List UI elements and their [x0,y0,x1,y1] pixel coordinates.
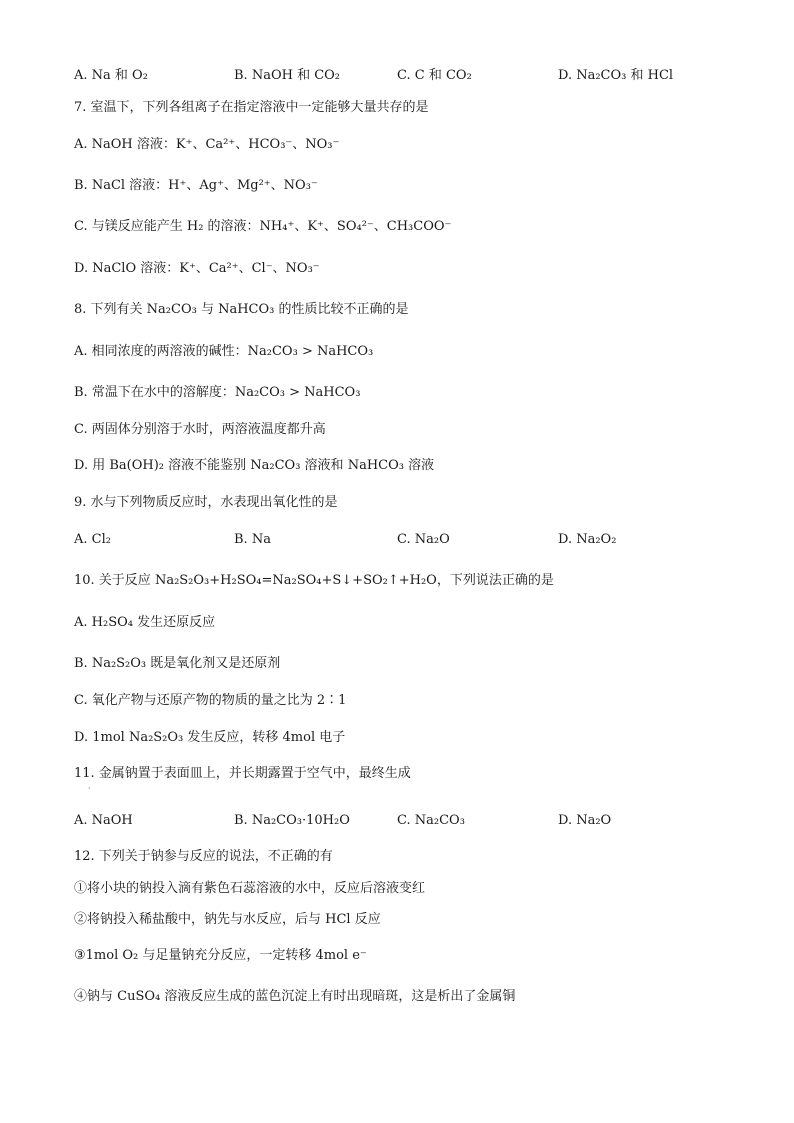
q11-options-row [74,812,734,830]
stray-mark: · [88,784,91,793]
q11-option-d: D. Na₂O [558,813,612,828]
q7-option-d: D. NaClO 溶液：K⁺、Ca²⁺、Cl⁻、NO₃⁻ [74,261,320,276]
q8-option-d: D. 用 Ba(OH)₂ 溶液不能鉴别 Na₂CO₃ 溶液和 NaHCO₃ 溶液 [74,458,435,473]
q11-option-b: B. Na₂CO₃·10H₂O [234,813,350,828]
q12-item-1: ①将小块的钠投入滴有紫色石蕊溶液的水中，反应后溶液变红 [74,881,426,896]
q7-stem: 7. 室温下，下列各组离子在指定溶液中一定能够大量共存的是 [74,100,429,115]
q10-option-b: B. Na₂S₂O₃ 既是氧化剂又是还原剂 [74,656,281,671]
q12-item-2: ②将钠投入稀盐酸中，钠先与水反应，后与 HCl 反应 [74,912,381,927]
q9-stem: 9. 水与下列物质反应时，水表现出氧化性的是 [74,495,338,510]
q12-item-4: ④钠与 CuSO₄ 溶液反应生成的蓝色沉淀上有时出现暗斑，这是析出了金属铜 [74,989,516,1004]
q8-option-c: C. 两固体分别溶于水时，两溶液温度都升高 [74,422,326,437]
q9-option-b: B. Na [234,532,271,547]
q9-options-row [74,531,734,549]
q6-option-b: B. NaOH 和 CO₂ [234,68,341,83]
q10-stem: 10. 关于反应 Na₂S₂O₃+H₂SO₄=Na₂SO₄+S↓+SO₂↑+H₂O，下列说法正确的是 [74,573,554,588]
q10-option-c: C. 氧化产物与还原产物的物质的量之比为 2∶1 [74,693,347,708]
q12-item-3: ③1mol O₂ 与足量钠充分反应，一定转移 4mol e⁻ [74,948,367,963]
q9-option-d: D. Na₂O₂ [558,532,617,547]
q9-option-c: C. Na₂O [397,532,450,547]
q11-option-c: C. Na₂CO₃ [397,813,465,828]
q6-options-row [74,67,734,85]
q7-option-b: B. NaCl 溶液：H⁺、Ag⁺、Mg²⁺、NO₃⁻ [74,178,318,193]
q8-option-b: B. 常温下在水中的溶解度：Na₂CO₃ > NaHCO₃ [74,385,361,400]
q12-stem: 12. 下列关于钠参与反应的说法，不正确的有 [74,849,333,864]
q6-option-c: C. C 和 CO₂ [397,68,472,83]
q7-option-a: A. NaOH 溶液：K⁺、Ca²⁺、HCO₃⁻、NO₃⁻ [74,137,340,152]
q9-option-a: A. Cl₂ [74,532,111,547]
q11-option-a: A. NaOH [74,813,133,828]
q8-option-a: A. 相同浓度的两溶液的碱性：Na₂CO₃ > NaHCO₃ [74,344,374,359]
q6-option-d: D. Na₂CO₃ 和 HCl [558,68,674,83]
q11-stem: 11. 金属钠置于表面皿上，并长期露置于空气中，最终生成 [74,766,411,781]
q6-option-a: A. Na 和 O₂ [74,68,148,83]
q7-option-c: C. 与镁反应能产生 H₂ 的溶液：NH₄⁺、K⁺、SO₄²⁻、CH₃COO⁻ [74,219,452,234]
q10-option-d: D. 1mol Na₂S₂O₃ 发生反应，转移 4mol 电子 [74,730,346,745]
q8-stem: 8. 下列有关 Na₂CO₃ 与 NaHCO₃ 的性质比较不正确的是 [74,302,409,317]
q10-option-a: A. H₂SO₄ 发生还原反应 [74,615,216,630]
